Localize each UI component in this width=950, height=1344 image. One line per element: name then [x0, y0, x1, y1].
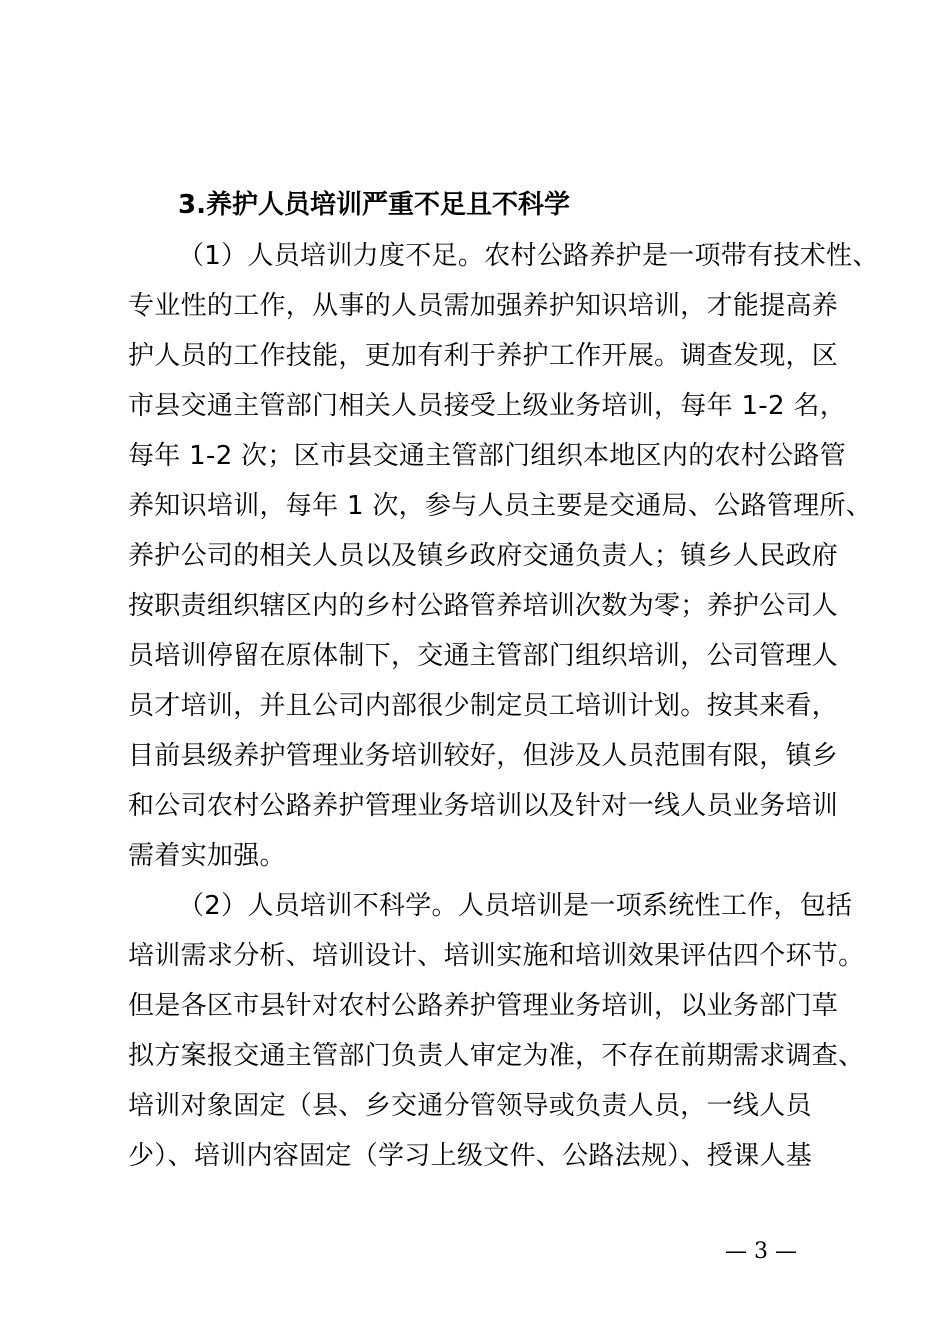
paragraph-line: 养护公司的相关人员以及镇乡政府交通负责人；镇乡人民政府	[128, 541, 839, 571]
paragraph-line: 护人员的工作技能，更加有利于养护工作开展。调查发现，区	[128, 341, 839, 371]
paragraph-line: （2）人员培训不科学。人员培训是一项系统性工作，包括	[178, 891, 853, 921]
paragraph-line: 少）、培训内容固定（学习上级文件、公路法规）、授课人基	[128, 1141, 813, 1171]
paragraph-line: 员培训停留在原体制下，交通主管部门组织培训，公司管理人	[128, 641, 839, 671]
paragraph-line: 需着实加强。	[128, 841, 286, 871]
paragraph-line: 培训需求分析、培训设计、培训实施和培训效果评估四个环节。	[128, 941, 865, 971]
section-heading: 3.养护人员培训严重不足且不科学	[178, 190, 570, 220]
paragraph-line: 培训对象固定（县、乡交通分管领导或负责人员，一线人员	[128, 1091, 812, 1121]
paragraph-line: 养知识培训，每年 1 次，参与人员主要是交通局、公路管理所、	[128, 491, 873, 521]
paragraph-line: 但是各区市县针对农村公路养护管理业务培训，以业务部门草	[128, 991, 839, 1021]
paragraph-line: 每年 1-2 次；区市县交通主管部门组织本地区内的农村公路管	[128, 441, 846, 471]
paragraph-line: 专业性的工作，从事的人员需加强养护知识培训，才能提高养	[128, 291, 839, 321]
paragraph-line: 员才培训，并且公司内部很少制定员工培训计划。按其来看，	[128, 691, 839, 721]
paragraph-line: 市县交通主管部门相关人员接受上级业务培训，每年 1-2 名，	[128, 391, 846, 421]
paragraph-line: （1）人员培训力度不足。农村公路养护是一项带有技术性、	[178, 241, 879, 271]
paragraph-line: 和公司农村公路养护管理业务培训以及针对一线人员业务培训	[128, 791, 839, 821]
paragraph-line: 目前县级养护管理业务培训较好，但涉及人员范围有限，镇乡	[128, 741, 839, 771]
paragraph-line: 拟方案报交通主管部门负责人审定为准，不存在前期需求调查、	[128, 1041, 865, 1071]
paragraph-line: 按职责组织辖区内的乡村公路管养培训次数为零；养护公司人	[128, 591, 839, 621]
page-number: — 3 —	[725, 1239, 797, 1264]
